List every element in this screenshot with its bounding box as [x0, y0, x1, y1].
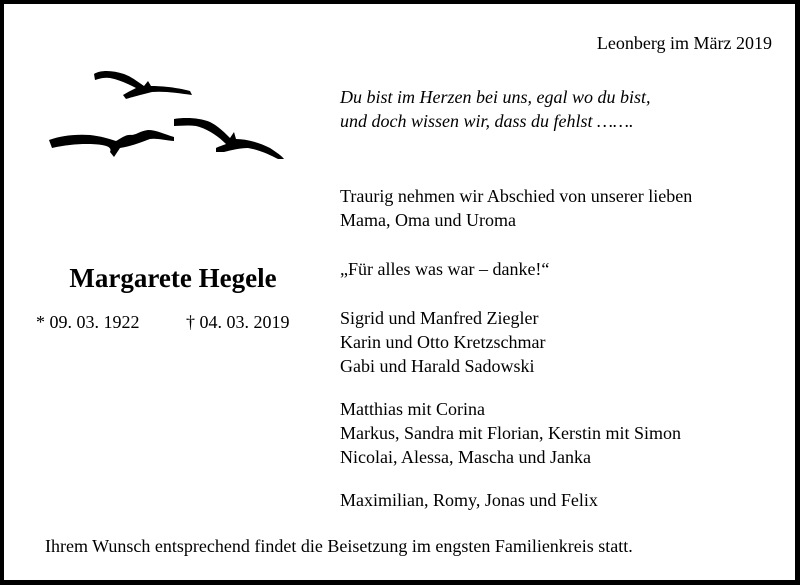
motto	[340, 85, 651, 133]
family-line: Maximilian, Romy, Jonas und Felix	[340, 490, 598, 510]
deceased-name: Margarete Hegele	[69, 263, 277, 293]
birth-date: * 09. 03. 1922	[36, 312, 140, 332]
family-grandchildren	[340, 397, 681, 469]
intro-line-1: Traurig nehmen wir Abschied von unserer lieben	[340, 186, 693, 206]
thank-you-quote: „Für alles was war – danke!“	[340, 259, 550, 279]
burial-note: Ihrem Wunsch entsprechend findet die Beisetzung im engsten Familienkreis statt.	[45, 536, 633, 556]
family-line: Matthias mit Corina	[340, 399, 485, 419]
family-children	[340, 306, 545, 378]
intro-text	[340, 184, 692, 232]
family-great-grandchildren	[340, 488, 598, 512]
motto-line-1: Du bist im Herzen bei uns, egal wo du bist,	[340, 87, 651, 107]
birds-flying-icon	[40, 60, 300, 170]
family-line: Nicolai, Alessa, Mascha und Janka	[340, 447, 591, 467]
family-line: Gabi und Harald Sadowski	[340, 356, 535, 376]
family-line: Markus, Sandra mit Florian, Kerstin mit Simon	[340, 423, 681, 443]
family-line: Karin und Otto Kretzschmar	[340, 332, 546, 352]
place-date: Leonberg im März 2019	[596, 33, 772, 53]
family-line: Sigrid und Manfred Ziegler	[340, 308, 539, 328]
motto-line-2: und doch wissen wir, dass du fehlst …….	[340, 111, 634, 131]
death-date: † 04. 03. 2019	[186, 312, 290, 332]
intro-line-2: Mama, Oma und Uroma	[340, 210, 516, 230]
